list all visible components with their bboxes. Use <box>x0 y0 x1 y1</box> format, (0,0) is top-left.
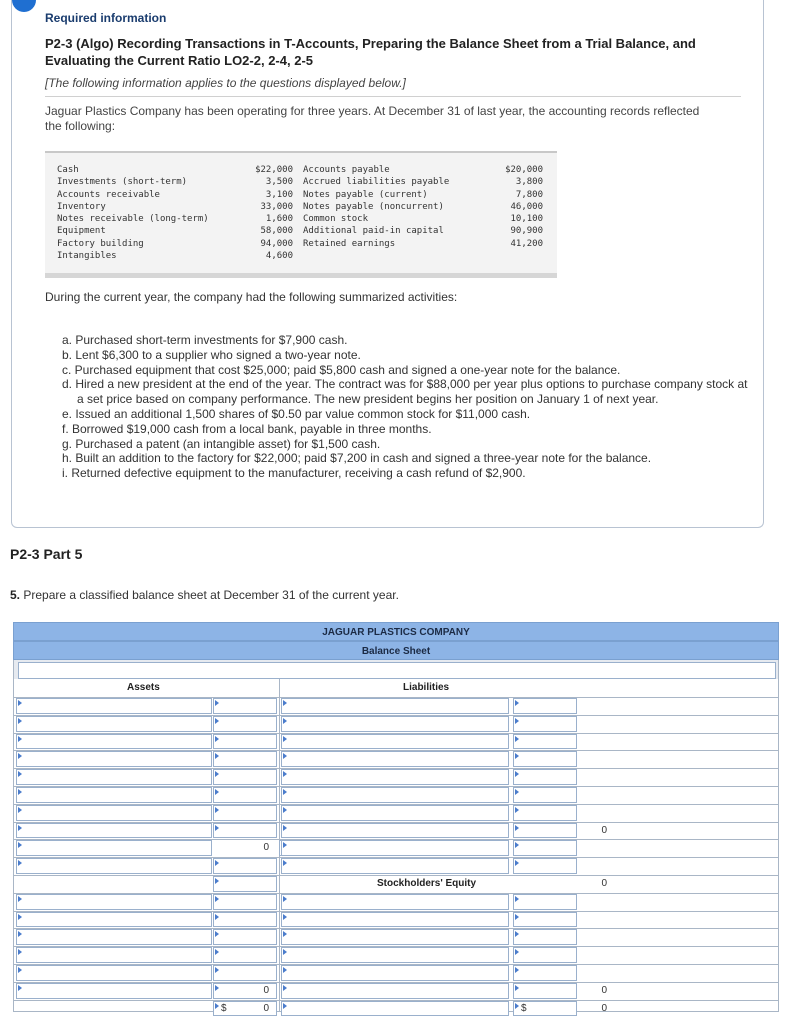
row-line <box>279 875 779 876</box>
tb-right-amount: 7,800 <box>515 189 543 200</box>
asset-amount-input[interactable] <box>213 912 277 928</box>
liability-amount-input[interactable] <box>513 929 577 945</box>
activity-item: a. Purchased short-term investments for $7,900 cash. <box>62 333 348 347</box>
dropdown-arrow-icon <box>18 700 22 706</box>
dropdown-arrow-icon <box>215 825 219 831</box>
dropdown-arrow-icon <box>515 700 519 706</box>
activity-item: h. Built an addition to the factory for $22,000; paid $7,200 in cash and signed a three-year note for the balance. <box>62 451 652 466</box>
liability-account-input[interactable] <box>281 929 509 945</box>
dropdown-arrow-icon <box>515 825 519 831</box>
dropdown-arrow-icon <box>283 896 287 902</box>
statement-title: Balance Sheet <box>361 646 431 657</box>
dropdown-arrow-icon <box>283 1003 287 1009</box>
dropdown-arrow-icon <box>215 914 219 920</box>
tb-right-account: Additional paid-in capital <box>303 226 444 237</box>
liability-amount-input[interactable] <box>513 965 577 981</box>
liabilities-subtotal: 0 <box>601 824 607 836</box>
liability-account-input[interactable] <box>281 823 509 839</box>
liability-account-input[interactable] <box>281 1001 509 1017</box>
asset-subtotal: 0 <box>263 842 269 854</box>
dropdown-arrow-icon <box>515 753 519 759</box>
dropdown-arrow-icon <box>515 860 519 866</box>
dropdown-arrow-icon <box>215 949 219 955</box>
activities-list <box>62 333 752 481</box>
liability-amount-input[interactable] <box>513 787 577 803</box>
tb-right-amount: 3,800 <box>515 177 543 188</box>
company-name: JAGUAR PLASTICS COMPANY <box>322 627 470 638</box>
dropdown-arrow-icon <box>283 931 287 937</box>
dropdown-arrow-icon <box>283 789 287 795</box>
liability-account-input[interactable] <box>281 983 509 999</box>
tb-left-account: Accounts receivable <box>57 189 160 200</box>
asset-amount-input[interactable] <box>213 787 277 803</box>
liability-amount-input[interactable] <box>513 769 577 785</box>
liability-account-input[interactable] <box>281 698 509 714</box>
dropdown-arrow-icon <box>215 789 219 795</box>
dropdown-arrow-icon <box>283 949 287 955</box>
dropdown-arrow-icon <box>215 771 219 777</box>
asset-amount-input[interactable] <box>213 734 277 750</box>
tb-left-account: Intangibles <box>57 251 117 262</box>
tb-left-account: Investments (short-term) <box>57 177 188 188</box>
asset-account-input[interactable] <box>16 947 212 963</box>
liabilities-header: Liabilities <box>403 682 450 693</box>
dropdown-arrow-icon <box>515 771 519 777</box>
asset-account-input[interactable] <box>16 734 212 750</box>
dropdown-arrow-icon <box>18 949 22 955</box>
tb-left-amount: 4,600 <box>265 251 293 262</box>
liability-account-input[interactable] <box>281 947 509 963</box>
info-badge-icon <box>12 0 36 12</box>
asset-account-input[interactable] <box>16 912 212 928</box>
dropdown-arrow-icon <box>283 753 287 759</box>
part-label: P2-3 Part 5 <box>10 546 83 562</box>
liability-account-input[interactable] <box>281 769 509 785</box>
tb-right-account: Notes payable (current) <box>303 189 428 200</box>
dropdown-arrow-icon <box>18 825 22 831</box>
asset-amount-input[interactable] <box>213 894 277 910</box>
dropdown-arrow-icon <box>18 842 22 848</box>
trial-balance-table <box>45 151 557 278</box>
dropdown-arrow-icon <box>283 718 287 724</box>
liab-equity-total-currency: $ <box>521 1002 527 1014</box>
dropdown-arrow-icon <box>215 878 219 884</box>
asset-amount-input[interactable] <box>213 698 277 714</box>
liability-account-input[interactable] <box>281 858 509 874</box>
dropdown-arrow-icon <box>515 718 519 724</box>
intro-text: Jaguar Plastics Company has been operating for three years. At December 31 of last year, the accounting records reflected the following: <box>45 104 700 133</box>
tb-left-amount: 1,600 <box>265 214 293 225</box>
liability-amount-input[interactable] <box>513 912 577 928</box>
tb-right-account: Accrued liabilities payable <box>303 177 450 188</box>
liability-amount-input[interactable] <box>513 751 577 767</box>
dropdown-arrow-icon <box>18 753 22 759</box>
dropdown-arrow-icon <box>283 860 287 866</box>
activity-item: c. Purchased equipment that cost $25,000; paid $5,800 cash and signed a one-year note for the balance. <box>62 362 621 377</box>
liability-amount-input[interactable] <box>513 894 577 910</box>
dropdown-arrow-icon <box>215 736 219 742</box>
dropdown-arrow-icon <box>515 949 519 955</box>
asset-amount-input[interactable] <box>213 769 277 785</box>
tb-right-account: Common stock <box>303 214 369 225</box>
dropdown-arrow-icon <box>515 807 519 813</box>
liability-amount-input[interactable] <box>513 698 577 714</box>
dropdown-arrow-icon <box>215 931 219 937</box>
dropdown-arrow-icon <box>18 736 22 742</box>
liability-amount-input[interactable] <box>513 805 577 821</box>
liability-account-input[interactable] <box>281 840 509 856</box>
asset-amount-input[interactable] <box>213 929 277 945</box>
tb-left-amount: 33,000 <box>260 201 293 212</box>
tb-right-amount: 46,000 <box>510 201 543 212</box>
dropdown-arrow-icon <box>18 985 22 991</box>
dropdown-arrow-icon <box>215 753 219 759</box>
asset-account-input[interactable] <box>16 787 212 803</box>
tb-left-amount: 58,000 <box>260 226 293 237</box>
liability-amount-input[interactable] <box>513 823 577 839</box>
activity-item: e. Issued an additional 1,500 shares of $0.50 par value common stock for $11,000 cash. <box>62 406 531 421</box>
dropdown-arrow-icon <box>283 807 287 813</box>
dropdown-arrow-icon <box>215 807 219 813</box>
tb-left-account: Inventory <box>57 201 106 212</box>
assets-header: Assets <box>127 682 160 693</box>
table-border <box>13 660 14 1012</box>
dropdown-arrow-icon <box>283 842 287 848</box>
dropdown-arrow-icon <box>283 914 287 920</box>
dropdown-arrow-icon <box>18 967 22 973</box>
question-number: 5. <box>10 588 21 602</box>
dropdown-arrow-icon <box>18 860 22 866</box>
dropdown-arrow-icon <box>515 985 519 991</box>
asset-amount-input[interactable] <box>213 805 277 821</box>
required-information-label: Required information <box>45 11 167 25</box>
problem-title: P2-3 (Algo) Recording Transactions in T-Accounts, Preparing the Balance Sheet from a Trial Balance, and Evaluating the Current Ratio LO2-2, 2-4, 2-5 <box>45 36 696 68</box>
asset-account-input[interactable] <box>16 929 212 945</box>
tb-left-amount: 3,100 <box>265 189 293 200</box>
tb-right-account: Notes payable (noncurrent) <box>303 201 444 212</box>
dropdown-arrow-icon <box>515 914 519 920</box>
asset-amount-input[interactable] <box>213 858 277 874</box>
dropdown-arrow-icon <box>215 860 219 866</box>
liability-account-input[interactable] <box>281 912 509 928</box>
tb-left-amount: $22,000 <box>255 165 293 175</box>
divider <box>45 96 741 97</box>
asset-account-input[interactable] <box>16 894 212 910</box>
dropdown-arrow-icon <box>215 896 219 902</box>
dropdown-arrow-icon <box>515 842 519 848</box>
asset-total-currency: $ <box>221 1002 227 1014</box>
date-input[interactable] <box>18 662 776 679</box>
asset-account-input[interactable] <box>16 769 212 785</box>
tb-right-amount: $20,000 <box>505 165 543 175</box>
asset-account-input[interactable] <box>16 716 212 732</box>
table-border <box>778 660 779 1012</box>
balance-sheet-company-header <box>13 622 779 641</box>
question <box>10 588 399 602</box>
asset-amount-input[interactable] <box>213 823 277 839</box>
liability-account-input[interactable] <box>281 965 509 981</box>
dropdown-arrow-icon <box>515 736 519 742</box>
liabilities-total: 0 <box>601 878 607 889</box>
tb-left-account: Equipment <box>57 226 106 237</box>
activity-item: f. Borrowed $19,000 cash from a local bank, payable in three months. <box>62 421 432 436</box>
liability-amount-input[interactable] <box>513 983 577 999</box>
dropdown-arrow-icon <box>215 718 219 724</box>
liability-account-input[interactable] <box>281 787 509 803</box>
asset-subtotal: 0 <box>263 984 269 996</box>
tb-right-amount: 41,200 <box>510 238 543 249</box>
tb-left-account: Factory building <box>57 238 144 249</box>
dropdown-arrow-icon <box>215 967 219 973</box>
tb-right-amount: 10,100 <box>510 214 543 225</box>
activity-item: b. Lent $6,300 to a supplier who signed a two-year note. <box>62 347 361 362</box>
liability-account-input[interactable] <box>281 716 509 732</box>
asset-total: 0 <box>263 1002 269 1014</box>
liability-amount-input[interactable] <box>513 840 577 856</box>
dropdown-arrow-icon <box>515 789 519 795</box>
asset-amount-input[interactable] <box>213 716 277 732</box>
activities-intro: During the current year, the company had the following summarized activities: <box>45 290 458 304</box>
equity-subtotal: 0 <box>601 984 607 996</box>
balance-sheet-form <box>13 622 779 1012</box>
asset-account-input[interactable] <box>16 751 212 767</box>
liab-equity-total: 0 <box>601 1002 607 1014</box>
tb-left-account: Notes receivable (long-term) <box>57 214 209 225</box>
liability-amount-input[interactable] <box>513 858 577 874</box>
asset-account-input[interactable] <box>16 983 212 999</box>
applies-note: [The following information applies to the questions displayed below.] <box>45 76 406 90</box>
dropdown-arrow-icon <box>18 807 22 813</box>
dropdown-arrow-icon <box>18 718 22 724</box>
asset-account-input[interactable] <box>16 840 212 856</box>
dropdown-arrow-icon <box>283 771 287 777</box>
date-row <box>13 660 779 679</box>
dropdown-arrow-icon <box>18 914 22 920</box>
dropdown-arrow-icon <box>18 931 22 937</box>
dropdown-arrow-icon <box>283 700 287 706</box>
asset-account-input[interactable] <box>16 823 212 839</box>
dropdown-arrow-icon <box>283 967 287 973</box>
asset-amount-input[interactable] <box>213 876 277 892</box>
dropdown-arrow-icon <box>515 931 519 937</box>
stockholders-equity-header: Stockholders' Equity <box>377 878 477 889</box>
dropdown-arrow-icon <box>515 967 519 973</box>
liability-account-input[interactable] <box>281 894 509 910</box>
dropdown-arrow-icon <box>18 789 22 795</box>
tb-left-amount: 94,000 <box>260 238 293 249</box>
tb-left-amount: 3,500 <box>265 177 293 188</box>
tb-right-amount: 90,900 <box>510 226 543 237</box>
liability-amount-input[interactable] <box>513 734 577 750</box>
dropdown-arrow-icon <box>18 771 22 777</box>
liability-amount-input[interactable] <box>513 947 577 963</box>
tb-right-account: Accounts payable <box>303 165 390 175</box>
dropdown-arrow-icon <box>283 825 287 831</box>
liability-account-input[interactable] <box>281 734 509 750</box>
dropdown-arrow-icon <box>515 1003 519 1009</box>
question-text: Prepare a classified balance sheet at December 31 of the current year. <box>23 588 399 602</box>
balance-sheet-title-header <box>13 641 779 660</box>
asset-amount-input[interactable] <box>213 751 277 767</box>
asset-account-input[interactable] <box>16 805 212 821</box>
tb-left-account: Cash <box>57 165 79 175</box>
activity-item: i. Returned defective equipment to the manufacturer, receiving a cash refund of $2,900. <box>62 466 526 481</box>
dropdown-arrow-icon <box>215 700 219 706</box>
tb-right-account: Retained earnings <box>303 238 396 249</box>
dropdown-arrow-icon <box>18 896 22 902</box>
asset-account-input[interactable] <box>16 698 212 714</box>
liability-amount-input[interactable] <box>513 716 577 732</box>
asset-account-input[interactable] <box>16 965 212 981</box>
asset-amount-input[interactable] <box>213 947 277 963</box>
asset-amount-input[interactable] <box>213 965 277 981</box>
dropdown-arrow-icon <box>283 985 287 991</box>
activity-item: g. Purchased a patent (an intangible asset) for $1,500 cash. <box>62 436 381 451</box>
dropdown-arrow-icon <box>283 736 287 742</box>
dropdown-arrow-icon <box>515 896 519 902</box>
liability-account-input[interactable] <box>281 751 509 767</box>
liability-account-input[interactable] <box>281 805 509 821</box>
activity-item: d. Hired a new president at the end of the year. The contract was for $88,000 per year plus options to purchase company stock at a set price based on company performance. The new president begins her position on January 1 of next year. <box>62 377 748 407</box>
asset-account-input[interactable] <box>16 858 212 874</box>
